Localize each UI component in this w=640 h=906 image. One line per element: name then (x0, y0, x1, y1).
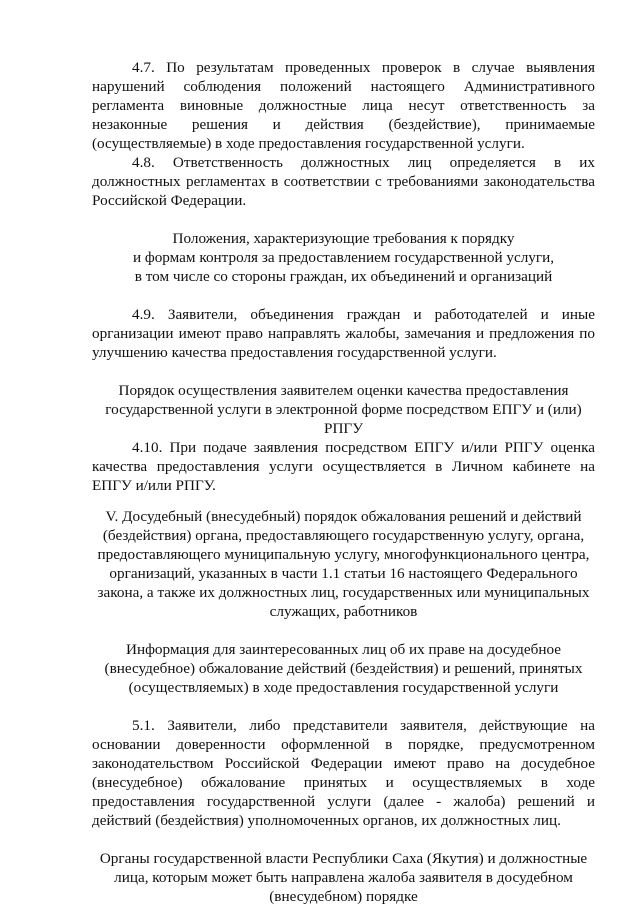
heading-line: предоставляющего муниципальную услугу, многофункционального центра, (97, 546, 590, 563)
heading-line: Органы государственной власти Республики Саха (Якутия) и должностные (99, 850, 588, 867)
heading-quality-assessment (92, 381, 595, 438)
paragraph-4-8: 4.8. Ответственность должностных лиц определяется в их должностных регламентах в соответствии с требованиями законодательства Российской Федерации. (92, 154, 595, 209)
heading-line: (осуществляемых) в ходе предоставления государственной услуги (128, 679, 559, 696)
heading-line: и формам контроля за предоставлением государственной услуги, (132, 249, 555, 266)
heading-line: (бездействия) органа, предоставляющего государственную услугу, органа, (102, 527, 585, 544)
paragraph-4-9: 4.9. Заявители, объединения граждан и работодателей и иные организации имеют право направлять жалобы, замечания и предложения по улучшению качества предоставления государственной услуги. (92, 306, 595, 361)
heading-line: Положения, характеризующие требования к порядку (172, 230, 515, 247)
heading-line: РПГУ (324, 420, 363, 437)
heading-line: государственной услуги в электронной форме посредством ЕПГУ и (или) (105, 401, 582, 418)
heading-line: Порядок осуществления заявителем оценки качества предоставления (118, 382, 569, 399)
document-body (92, 58, 595, 906)
heading-line: Информация для заинтересованных лиц об их праве на досудебное (126, 641, 561, 658)
heading-control-requirements (92, 229, 595, 286)
paragraph-5-1: 5.1. Заявители, либо представители заявителя, действующие на основании доверенности оформленной в порядке, предусмотренном законодательством Российской Федерации имеют право на досудебное (внесудебное) обжалование принятых и осуществляемых в ходе предоставления государственной услуги (далее - жалоба) решений и действий (бездействия) уполномоченных органов, их должностных лиц. (92, 717, 595, 829)
heading-line: закона, а также их должностных лиц, государственных или муниципальных (97, 584, 590, 601)
heading-appeal-information (92, 640, 595, 697)
heading-government-bodies (92, 849, 595, 906)
paragraph-4-7: 4.7. По результатам проведенных проверок в случае выявления нарушений соблюдения положений настоящего Административного регламента виновные должностные лица несут ответственность за незаконные решения и действия (бездействие), принимаемые (осуществляемые) в ходе предоставления государственной услуги. (92, 59, 595, 152)
heading-line: V. Досудебный (внесудебный) порядок обжалования решений и действий (105, 508, 582, 525)
heading-line: в том числе со стороны граждан, их объединений и организаций (134, 268, 553, 285)
heading-line: служащих, работников (269, 603, 418, 620)
heading-line: (внесудебное) обжалование действий (бездействия) и решений, принятых (104, 660, 583, 677)
heading-line: организаций, указанных в части 1.1 статьи 16 настоящего Федерального (109, 565, 578, 582)
heading-line: (внесудебном) порядке (269, 888, 418, 905)
paragraph-4-10: 4.10. При подаче заявления посредством ЕПГУ и/или РПГУ оценка качества предоставления услуги осуществляется в Личном кабинете на ЕПГУ и/или РПГУ. (92, 439, 595, 494)
heading-section-5 (92, 507, 595, 621)
heading-line: лица, которым может быть направлена жалоба заявителя в досудебном (114, 869, 573, 886)
